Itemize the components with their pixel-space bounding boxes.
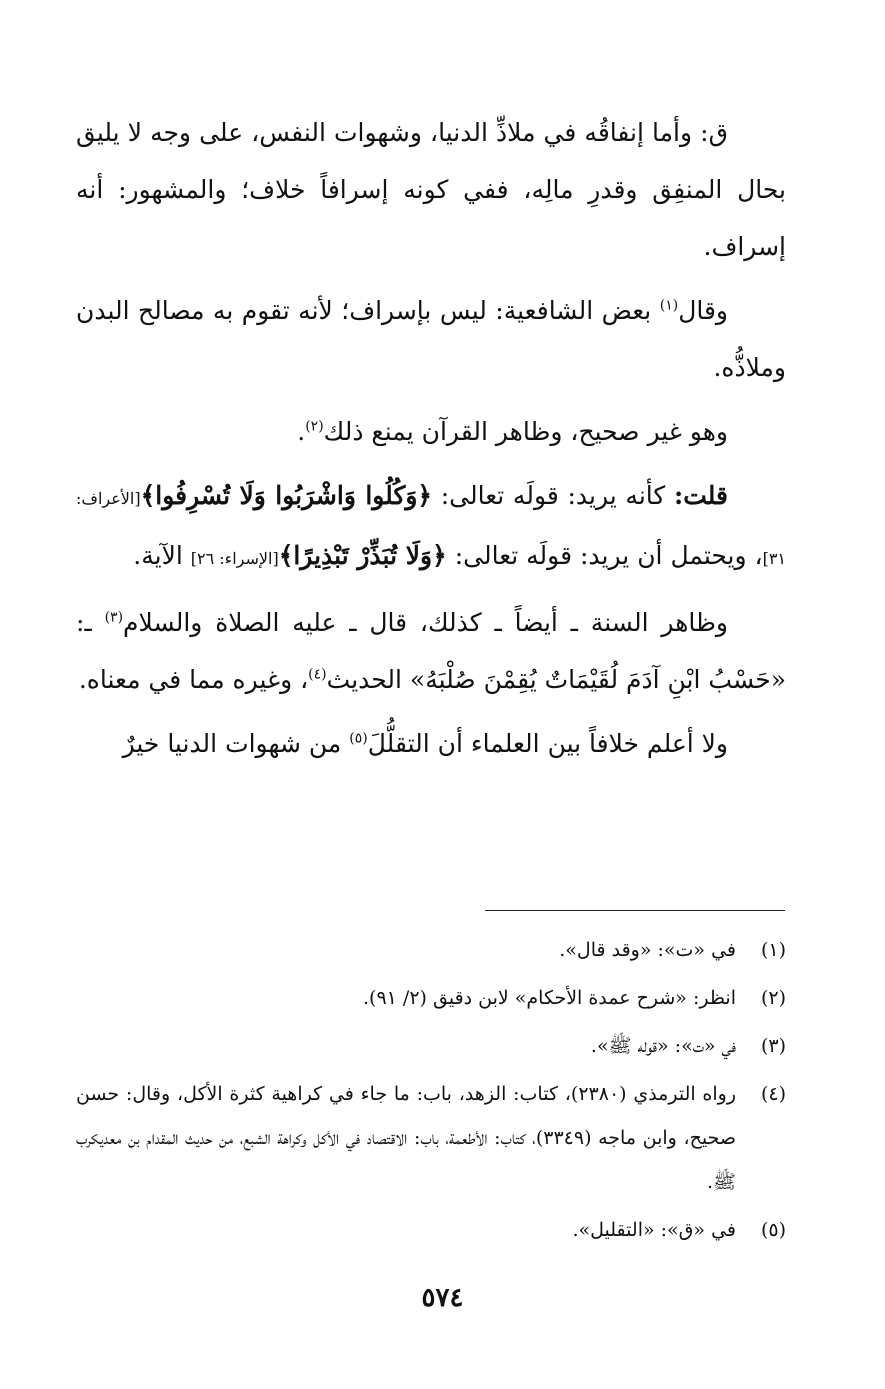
- paragraph-5: [76, 594, 786, 708]
- paragraph-2-text-b: بعض الشافعية: ليس بإسراف؛ لأنه تقوم به مصالح البدن وملاذُّه.: [76, 296, 786, 382]
- paragraph-3: [76, 403, 786, 460]
- main-text: [76, 104, 786, 779]
- footnote-number: (٥): [760, 1219, 786, 1241]
- paragraph-3-text-b: .: [297, 417, 306, 446]
- quran-verse-1: ﴿وَكُلُوا وَاشْرَبُوا وَلَا تُسْرِفُوا﴾: [140, 481, 433, 510]
- quran-reference-2: [الإسراء: ٢٦]: [190, 549, 279, 568]
- paragraph-1: [76, 104, 786, 275]
- footnote-number: (٣): [760, 1035, 786, 1057]
- paragraph-4-lead: قلت:: [673, 481, 728, 510]
- paragraph-5-text-a: وظاهر السنة ـ أيضاً ـ كذلك، قال ـ عليه الصلاة والسلام: [123, 608, 729, 637]
- footnote-ref-4[interactable]: (٤): [308, 666, 327, 683]
- footnote-text: في «ق»: «التقليل».: [572, 1219, 736, 1241]
- footnote-4: [76, 1072, 786, 1204]
- footnote-ref-2[interactable]: (٢): [305, 418, 324, 435]
- paragraph-4-text-c: الآية.: [133, 541, 191, 570]
- footnote-ref-1[interactable]: (١): [659, 297, 679, 314]
- paragraph-6: [76, 715, 786, 772]
- paragraph-5-text-b: ـ: «حَسْبُ ابْنِ آدَمَ لُقَيْمَاتٌ يُقِمْنَ صُلْبَهُ» الحديث: [76, 608, 786, 694]
- footnote-2: [76, 976, 786, 1020]
- footnotes: [76, 928, 786, 1256]
- footnote-number: (٤): [760, 1083, 786, 1105]
- quran-reference-1: [الأعراف: ٣١]: [76, 489, 786, 568]
- quran-verse-2: ﴿وَلَا تُبَذِّرْ تَبْذِيرًا﴾: [278, 541, 447, 570]
- footnote-text: رواه الترمذي (٢٣٨٠)، كتاب: الزهد، باب: ما جاء في كراهية كثرة الأكل، وقال: حسن صحيح، وابن ماجه (٣٣٤٩)، كتاب: الأطعمة، باب: الاقتصاد في الأكل وكراهة الشبع، من حديث المقدام بن معديكرب ﷺ.: [76, 1083, 736, 1193]
- footnote-divider: [485, 910, 785, 911]
- footnote-number: (٢): [760, 987, 786, 1009]
- footnote-ref-3[interactable]: (٣): [104, 609, 124, 626]
- footnote-1: [76, 928, 786, 972]
- page-number: ٥٧٤: [421, 1283, 464, 1313]
- paragraph-5-text-c: ، وغيره مما في معناه.: [78, 665, 309, 694]
- footnote-text: في «ت»: «قوله ﷺ».: [590, 1035, 736, 1057]
- footnote-number: (١): [760, 939, 786, 961]
- paragraph-3-text-a: وهو غير صحيح، وظاهر القرآن يمنع ذلك: [323, 417, 728, 446]
- paragraph-6-text-a: ولا أعلم خلافاً بين العلماء أن التقلُّلَ: [367, 729, 728, 758]
- paragraph-6-text-b: من شهوات الدنيا خيرٌ: [122, 729, 350, 758]
- footnote-5: [76, 1208, 786, 1252]
- footnote-3: [76, 1024, 786, 1068]
- paragraph-2: [76, 282, 786, 396]
- paragraph-4-text-b: ، ويحتمل أن يريد: قولَه تعالى:: [446, 541, 763, 570]
- footnote-text: في «ت»: «وقد قال».: [559, 939, 736, 961]
- paragraph-4: [76, 467, 786, 587]
- footnote-ref-5[interactable]: (٥): [349, 730, 368, 747]
- paragraph-1-text: ق: وأما إنفاقُه في ملاذِّ الدنيا، وشهوات النفس، على وجه لا يليق بحال المنفِق وقدرِ مالِه، ففي كونه إسرافاً خلاف؛ والمشهور: أنه إسراف.: [76, 118, 786, 261]
- paragraph-2-text-a: وقال: [678, 296, 728, 325]
- paragraph-4-text-a: كأنه يريد: قولَه تعالى:: [432, 481, 674, 510]
- footnote-text: انظر: «شرح عمدة الأحكام» لابن دقيق (٢/ ٩١).: [362, 987, 736, 1009]
